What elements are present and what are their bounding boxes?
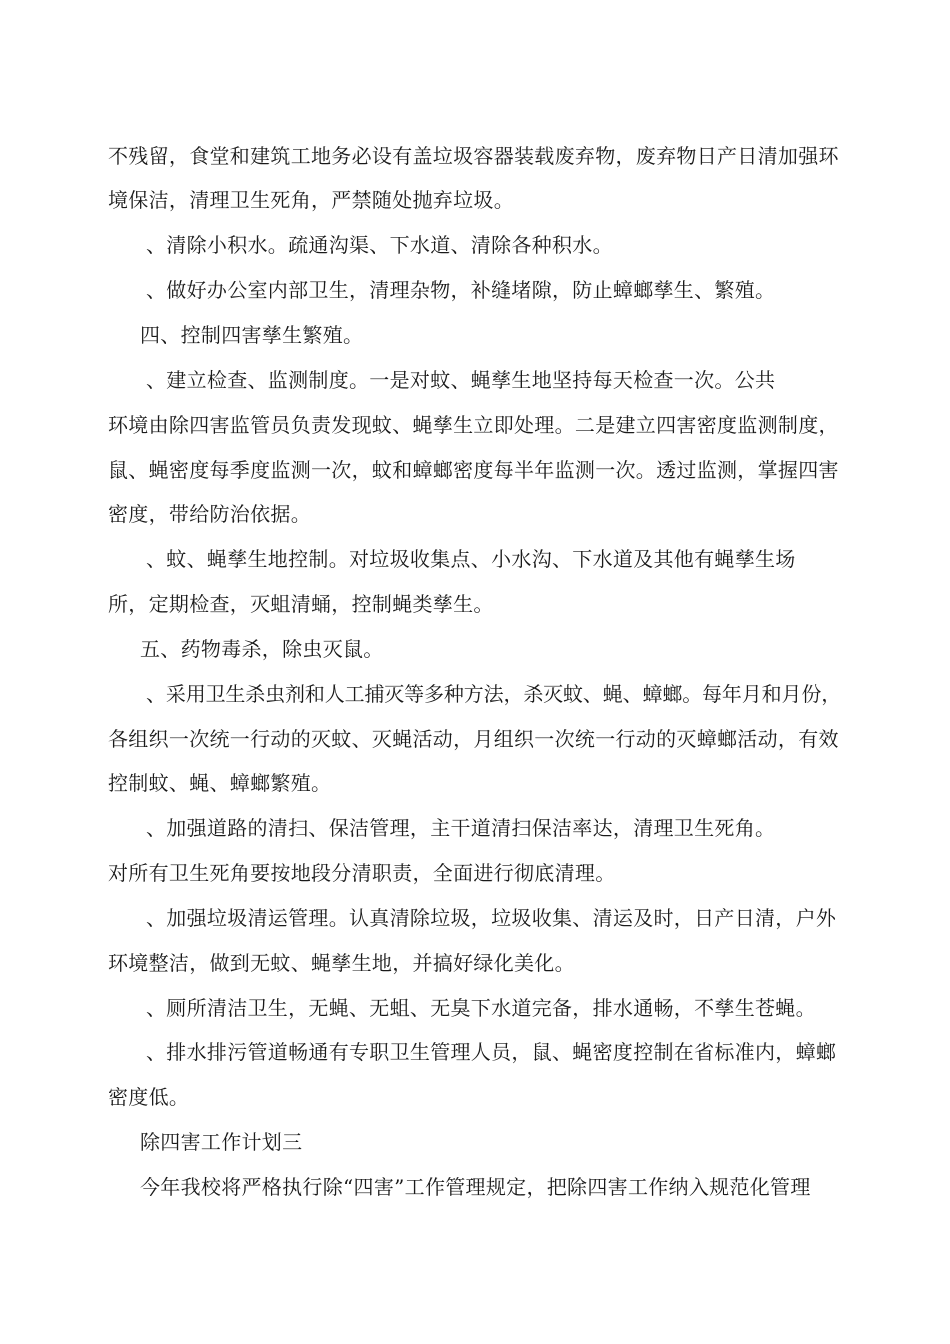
text-line: 今年我校将严格执行除“四害”工作管理规定，把除四害工作纳入规范化管理 [140, 1175, 811, 1199]
section-heading: 五、药物毒杀，除虫灭鼠。 [140, 637, 384, 661]
text-line: 境保洁，清理卫生死角，严禁随处抛弃垃圾。 [108, 188, 514, 212]
text-line: 各组织一次统一行动的灭蚊、灭蝇活动，月组织一次统一行动的灭蟑螂活动，有效 [108, 727, 839, 751]
text-line: 对所有卫生死角要按地段分清职责，全面进行彻底清理。 [108, 861, 616, 885]
text-line: 环境整洁，做到无蚊、蝇孳生地，并搞好绿化美化。 [108, 951, 575, 975]
text-line: 、蚊、蝇孳生地控制。对垃圾收集点、小水沟、下水道及其他有蝇孳生场 [146, 547, 796, 571]
section-heading: 除四害工作计划三 [140, 1130, 303, 1154]
text-line: 控制蚊、蝇、蟑螂繁殖。 [108, 771, 332, 795]
text-line: 、建立检查、监测制度。一是对蚊、蝇孳生地坚持每天检查一次。公共 [146, 368, 776, 392]
text-line: 所，定期检查，灭蛆清蛹，控制蝇类孳生。 [108, 592, 494, 616]
text-line: 、加强道路的清扫、保洁管理，主干道清扫保洁率达，清理卫生死角。 [146, 816, 776, 840]
text-line: 密度低。 [108, 1085, 190, 1109]
text-line: 、厕所清洁卫生，无蝇、无蛆、无臭下水道完备，排水通畅，不孳生苍蝇。 [146, 996, 816, 1020]
text-line: 不残留，食堂和建筑工地务必设有盖垃圾容器装载废弃物，废弃物日产日清加强环 [108, 144, 839, 168]
section-heading: 四、控制四害孳生繁殖。 [140, 323, 364, 347]
text-line: 鼠、蝇密度每季度监测一次，蚊和蟑螂密度每半年监测一次。透过监测，掌握四害 [108, 458, 839, 482]
text-line: 、做好办公室内部卫生，清理杂物，补缝堵隙，防止蟑螂孳生、繁殖。 [146, 278, 776, 302]
text-line: 、加强垃圾清运管理。认真清除垃圾，垃圾收集、清运及时，日产日清，户外 [146, 906, 837, 930]
text-line: 、排水排污管道畅通有专职卫生管理人员，鼠、蝇密度控制在省标准内，蟑螂 [146, 1040, 837, 1064]
text-line: 、采用卫生杀虫剂和人工捕灭等多种方法，杀灭蚊、蝇、蟑螂。每年月和月份， [146, 682, 842, 706]
text-line: 环境由除四害监管员负责发现蚊、蝇孳生立即处理。二是建立四害密度监测制度， [108, 413, 839, 437]
text-line: 、清除小积水。疏通沟渠、下水道、清除各种积水。 [146, 233, 613, 257]
text-line: 密度，带给防治依据。 [108, 502, 311, 526]
